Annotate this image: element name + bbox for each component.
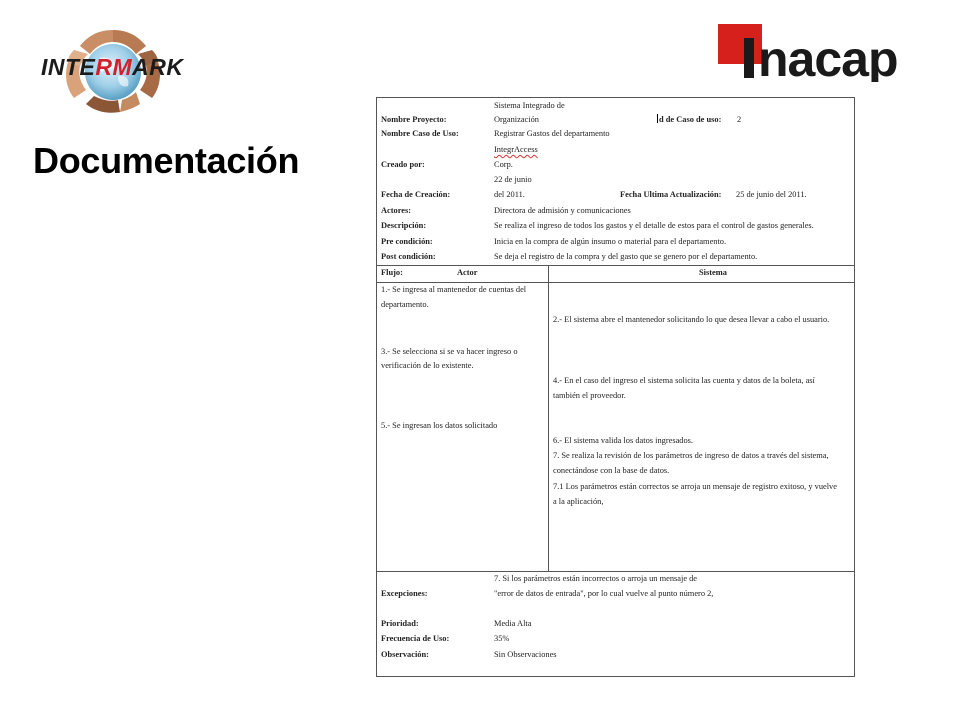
divider — [548, 282, 549, 571]
frecuencia-value: 35% — [494, 634, 510, 643]
post-label: Post condición: — [381, 252, 436, 261]
pre-value: Inicia en la compra de algún insumo o material para el departamento. — [494, 237, 727, 246]
actor-step-1: departamento. — [381, 300, 429, 309]
actor-step-3: 3.- Se selecciona si se va hacer ingreso o — [381, 347, 518, 356]
prioridad-value: Media Alta — [494, 619, 532, 628]
svg-text:nacap: nacap — [758, 31, 898, 82]
observacion-value: Sin Observaciones — [494, 650, 557, 659]
intermark-wordmark: INTERMARK — [41, 54, 184, 80]
descripcion-value: Se realiza el ingreso de todos los gastos y el detalle de estos para el control de gastos generales. — [494, 221, 814, 230]
intermark-logo — [38, 24, 188, 116]
proyecto-value: Organización — [494, 115, 539, 124]
sistema-line: Sistema Integrado de — [494, 101, 565, 110]
actores-label: Actores: — [381, 206, 412, 215]
caso-label: Nombre Caso de Uso: — [381, 129, 459, 138]
system-step-7-1: 7.1 Los parámetros están correctos se arroja un mensaje de registro exitoso, y vuelve — [553, 482, 837, 491]
system-step-2: 2.- El sistema abre el mantenedor solicitando lo que desea llevar a cabo el usuario. — [553, 315, 830, 324]
system-step-4: también el proveedor. — [553, 391, 626, 400]
caso-value: Registrar Gastos del departamento — [494, 129, 610, 138]
system-step-6: 6.- El sistema valida los datos ingresados. — [553, 436, 694, 445]
fecha-creacion-label: Fecha de Creación: — [381, 190, 451, 199]
fecha-line: 22 de junio — [494, 175, 532, 184]
excepciones-value: "error de datos de entrada", por lo cual vuelve al punto número 2, — [494, 589, 714, 598]
text-cursor — [657, 114, 658, 123]
inacap-mark-icon — [718, 18, 942, 82]
id-value: 2 — [737, 115, 742, 124]
flujo-label: Flujo: — [381, 268, 403, 277]
actor-step-5: 5.- Se ingresan los datos solicitado — [381, 421, 498, 430]
descripcion-label: Descripción: — [381, 221, 427, 230]
system-step-4: 4.- En el caso del ingreso el sistema solicita las cuenta y datos de la boleta, así — [553, 376, 815, 385]
excepciones-label: Excepciones: — [381, 589, 428, 598]
excepciones-line: 7. Si los parámetros están incorrectos o arroja un mensaje de — [494, 574, 698, 583]
proyecto-label: Nombre Proyecto: — [381, 115, 447, 124]
prioridad-label: Prioridad: — [381, 619, 419, 628]
divider — [548, 265, 549, 282]
system-step-7-1: a la aplicación, — [553, 497, 604, 506]
system-step-7: 7. Se realiza la revisión de los parámetros de ingreso de datos a través del sistema, — [553, 451, 829, 460]
actor-column-header: Actor — [457, 268, 478, 277]
sistema-column-header: Sistema — [699, 268, 727, 277]
id-label: d de Caso de uso: — [659, 115, 722, 124]
actor-step-3: verificación de lo existente. — [381, 361, 474, 370]
divider — [377, 282, 854, 283]
divider — [377, 265, 854, 266]
actor-step-1: 1.- Se ingresa al mantenedor de cuentas del — [381, 285, 527, 294]
fecha-act-value: 25 de junio del 2011. — [736, 190, 807, 199]
fecha-creacion-value: del 2011. — [494, 190, 525, 199]
use-case-document — [376, 97, 855, 677]
page-title: Documentación — [33, 140, 300, 181]
frecuencia-label: Frecuencia de Uso: — [381, 634, 450, 643]
autor-line: IntegrAccess — [494, 145, 538, 154]
inacap-logo — [718, 18, 942, 82]
pre-label: Pre condición: — [381, 237, 433, 246]
creado-label: Creado por: — [381, 160, 425, 169]
divider — [377, 571, 854, 572]
actores-value: Directora de admisión y comunicaciones — [494, 206, 631, 215]
creado-value: Corp. — [494, 160, 513, 169]
system-step-7: conectándose con la base de datos. — [553, 466, 670, 475]
observacion-label: Observación: — [381, 650, 429, 659]
post-value: Se deja el registro de la compra y del gasto que se genero por el departamento. — [494, 252, 758, 261]
fecha-act-label: Fecha Ultima Actualización: — [620, 190, 722, 199]
